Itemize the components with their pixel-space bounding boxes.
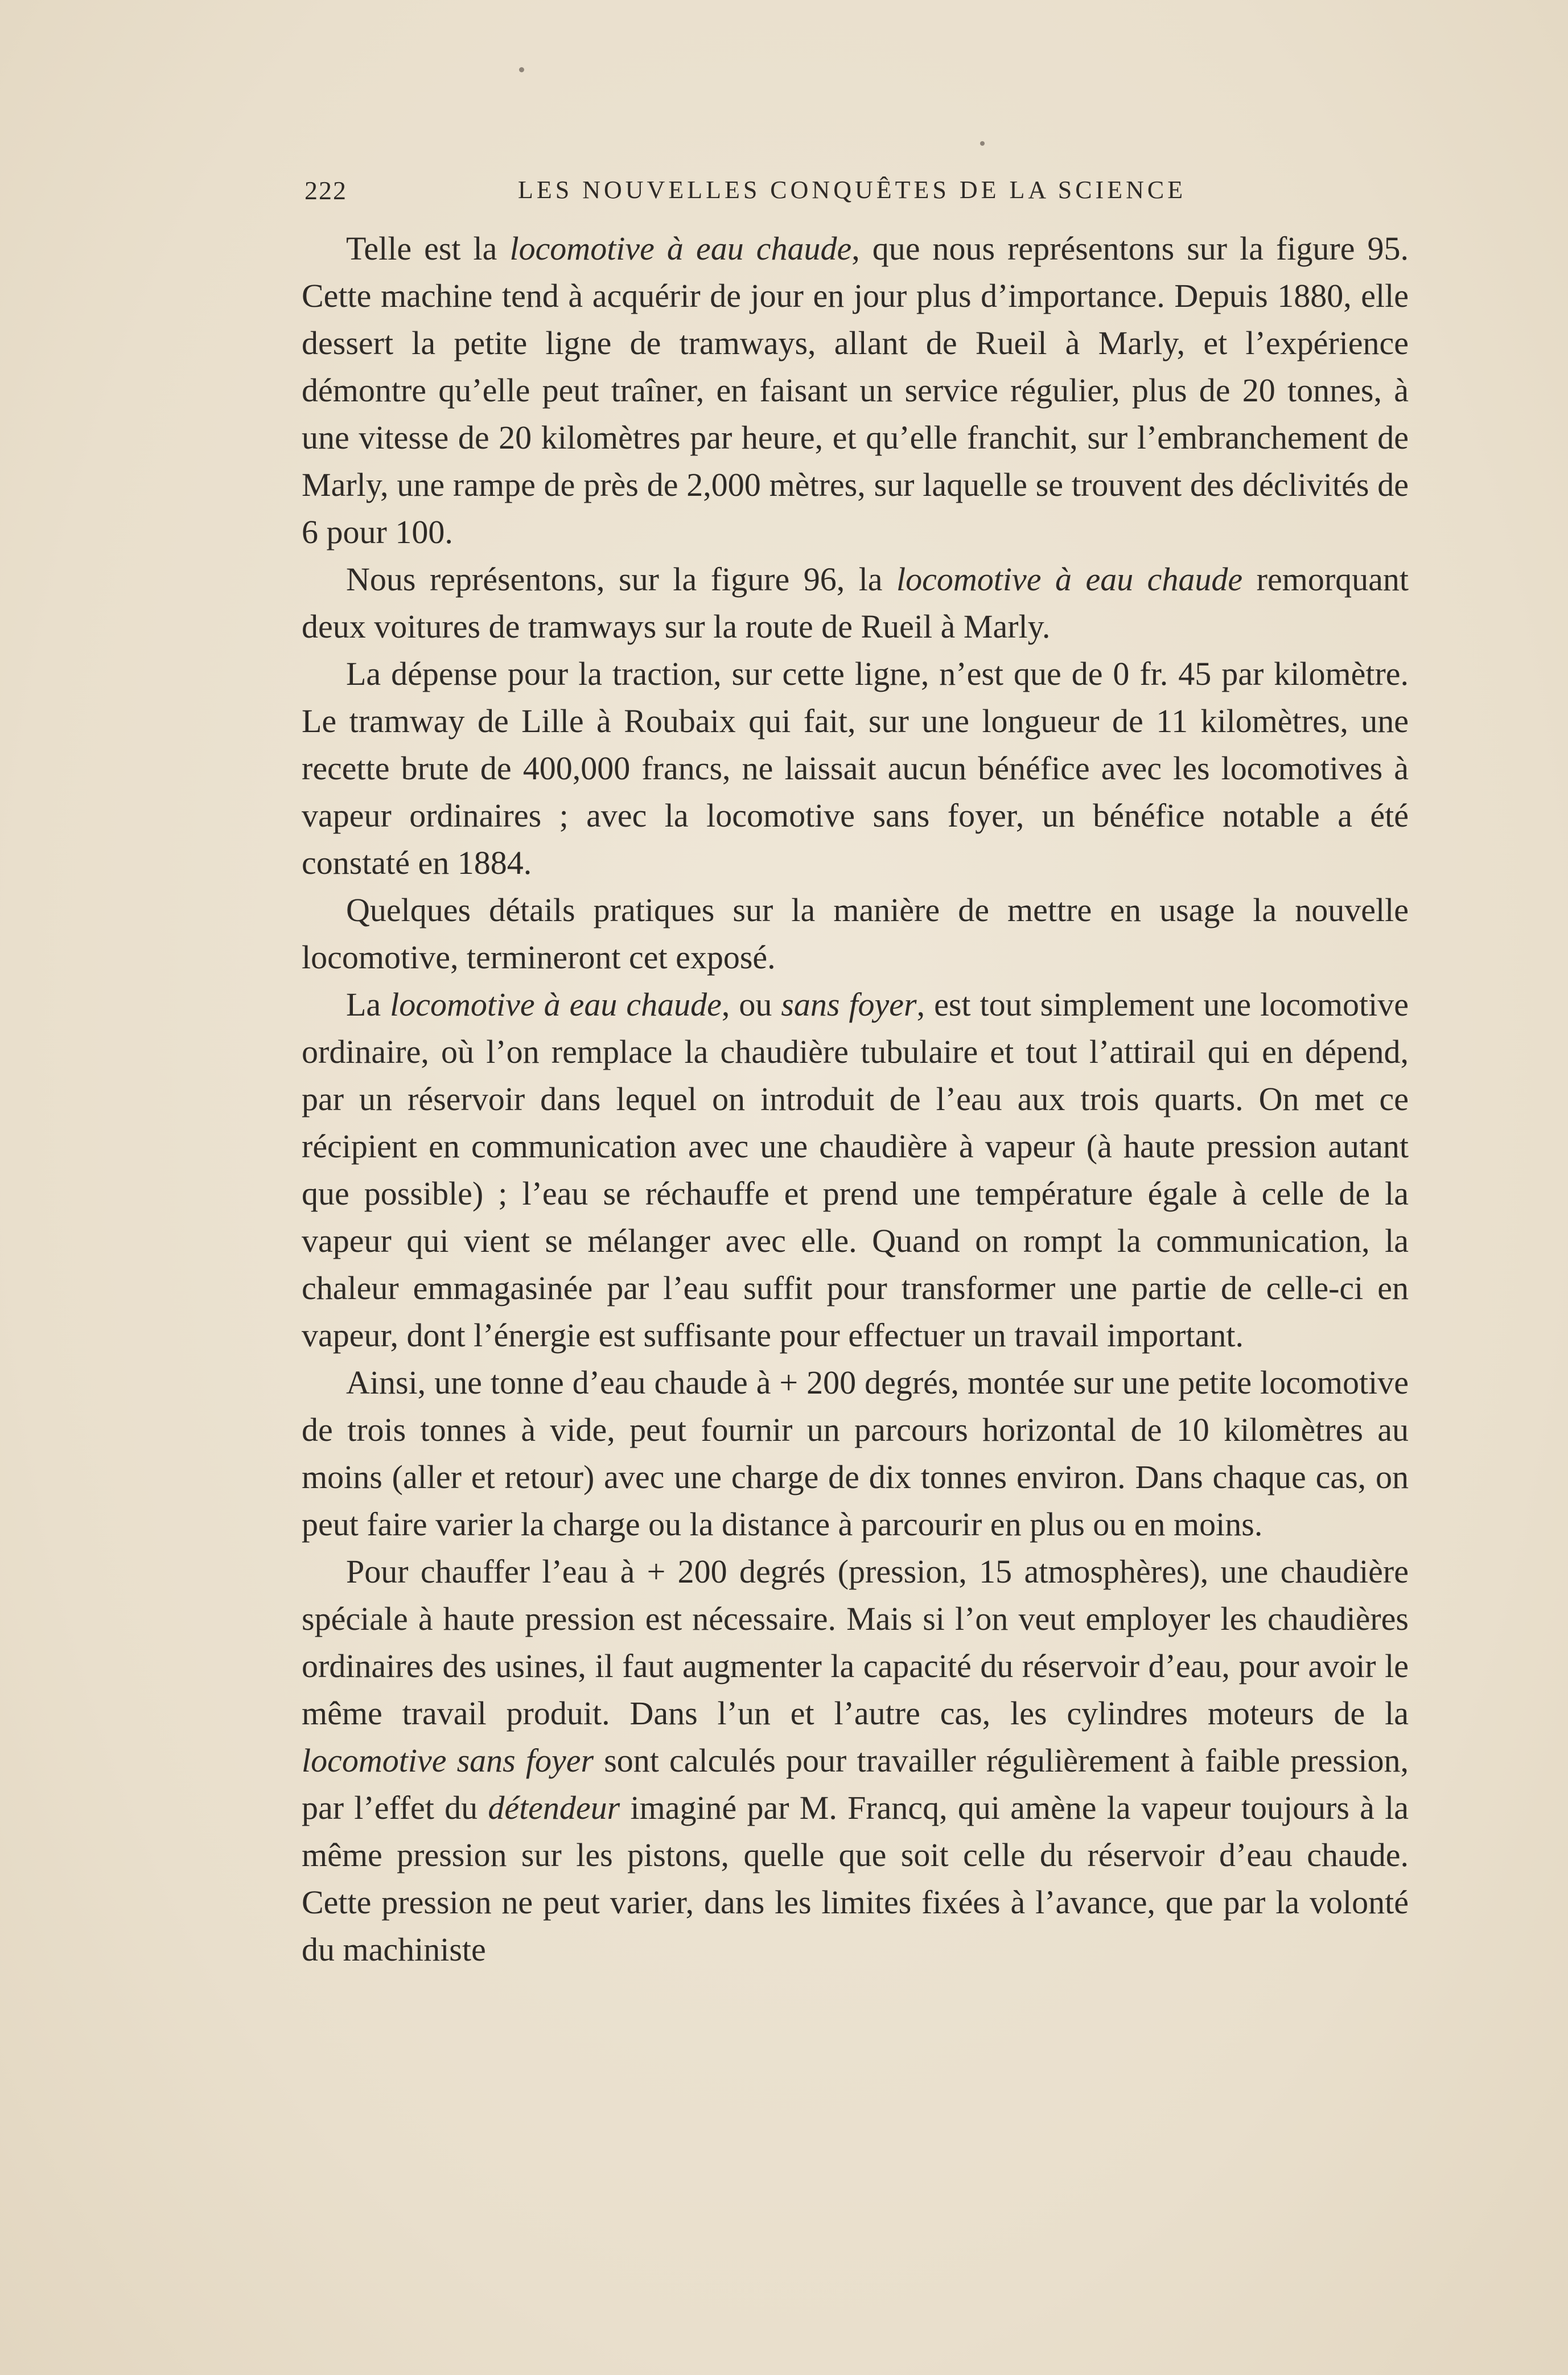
paragraph-6: Ainsi, une tonne d’eau chaude à + 200 degrés, montée sur une petite locomotive de trois tonnes à vide, peut fournir un parcours horizontal de 10 kilomètres au moins (aller et retour) avec une charge de dix tonnes environ. Dans chaque cas, on peut faire varier la charge ou la distance à parcourir en plus ou en moins.	[302, 1364, 1409, 1543]
paragraph-7: Pour chauffer l’eau à + 200 degrés (pression, 15 atmosphères), une chaudière spéciale à haute pression est nécessaire. Mais si l’on veut employer les chaudières ordinaires des usines, il faut augmenter la capacité du réservoir d’eau, pour avoir le même travail produit. Dans l’un et l’autre cas, les cylindres moteurs de la locomotive sans foyer sont calculés pour travailler régulièrement à faible pression, par l’effet du détendeur imaginé par M. Francq, qui amène la vapeur toujours à la même pression sur les pistons, quelle que soit celle du réservoir d’eau chaude. Cette pression ne peut varier, dans les limites fixées à l’avance, que par la volonté du machiniste	[302, 1553, 1409, 1968]
page-header	[304, 175, 1209, 209]
body-text	[302, 225, 1409, 1973]
running-title: LES NOUVELLES CONQUÊTES DE LA SCIENCE	[518, 176, 1187, 204]
page-number: 222	[304, 176, 347, 205]
paragraph-4: Quelques détails pratiques sur la manière de mettre en usage la nouvelle locomotive, termineront cet exposé.	[302, 891, 1409, 976]
paragraph-1: Telle est la locomotive à eau chaude, que nous représentons sur la figure 95. Cette machine tend à acquérir de jour en jour plus d’importance. Depuis 1880, elle dessert la petite ligne de tramways, allant de Rueil à Marly, et l’expérience démontre qu’elle peut traîner, en faisant un service régulier, plus de 20 tonnes, à une vitesse de 20 kilomètres par heure, et qu’elle franchit, sur l’embranchement de Marly, une rampe de près de 2,000 mètres, sur laquelle se trouvent des déclivités de 6 pour 100.	[302, 230, 1409, 550]
paper-speck	[980, 141, 985, 146]
paper-speck	[519, 67, 524, 72]
paragraph-5: La locomotive à eau chaude, ou sans foyer, est tout simplement une locomotive ordinaire, où l’on remplace la chaudière tubulaire et tout l’attirail qui en dépend, par un réservoir dans lequel on introduit de l’eau aux trois quarts. On met ce récipient en communication avec une chaudière à vapeur (à haute pression autant que possible) ; l’eau se réchauffe et prend une température égale à celle de la vapeur qui vient se mélanger avec elle. Quand on rompt la communication, la chaleur emmagasinée par l’eau suffit pour transformer une partie de celle-ci en vapeur, dont l’énergie est suffisante pour effectuer un travail important.	[302, 986, 1409, 1354]
paragraph-3: La dépense pour la traction, sur cette ligne, n’est que de 0 fr. 45 par kilomètre. Le tramway de Lille à Roubaix qui fait, sur une longueur de 11 kilomètres, une recette brute de 400,000 francs, ne laissait aucun bénéfice avec les locomotives à vapeur ordinaires ; avec la locomotive sans foyer, un bénéfice notable a été constaté en 1884.	[302, 655, 1409, 881]
paragraph-2: Nous représentons, sur la figure 96, la locomotive à eau chaude remorquant deux voitures de tramways sur la route de Rueil à Marly.	[302, 561, 1409, 645]
